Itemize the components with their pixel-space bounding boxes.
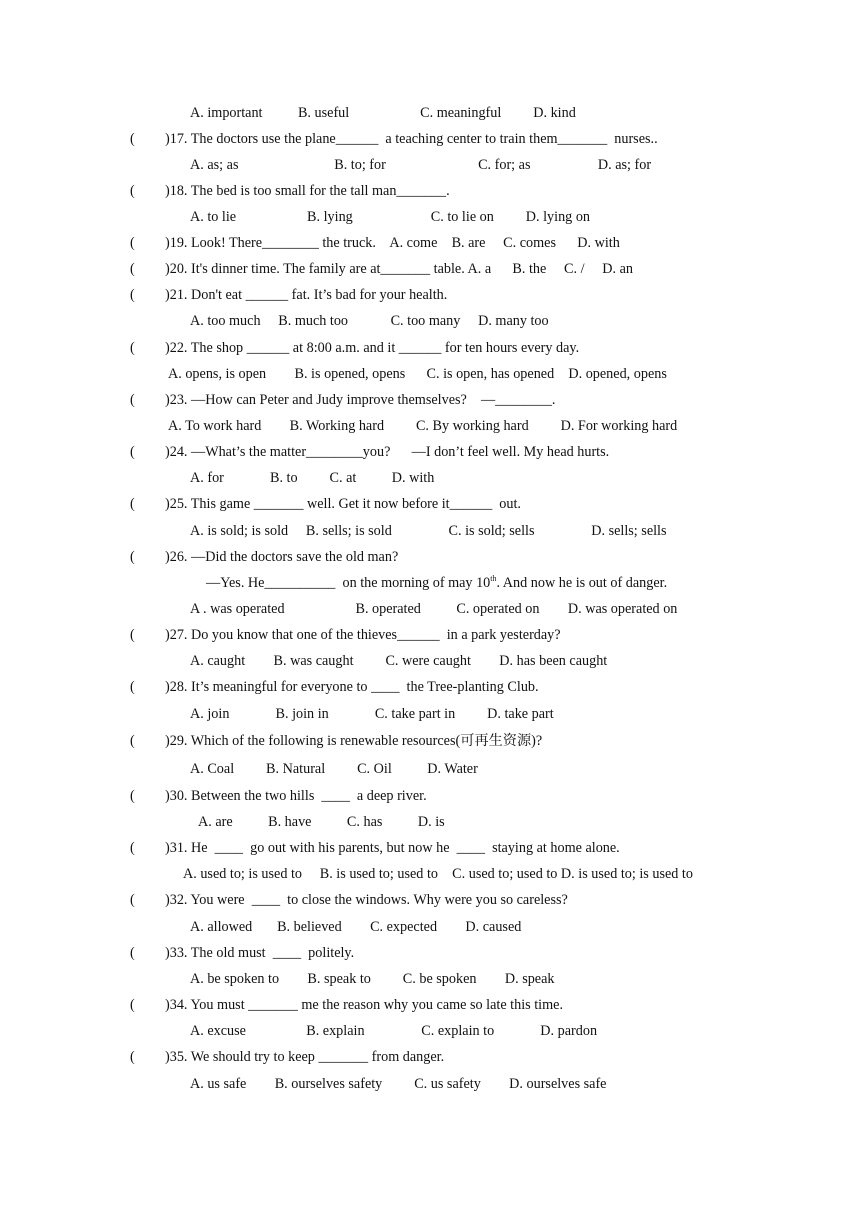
q27-stem: )27. Do you know that one of the thieves______ in a park yesterday? — [165, 627, 561, 643]
q17-options: A. as; as B. to; for C. for; as D. as; for — [190, 157, 652, 173]
q23-stem: )23. —How can Peter and Judy improve themselves? —________. — [165, 392, 556, 408]
q16-options: A. important B. useful C. meaningful D. kind — [190, 105, 576, 121]
q22-options: A. opens, is open B. is opened, opens C. is open, has opened D. opened, opens — [168, 366, 667, 382]
q33-options: A. be spoken to B. speak to C. be spoken D. speak — [190, 971, 555, 987]
q17-answer-bracket[interactable]: ( — [130, 131, 135, 147]
q17-stem: )17. The doctors use the plane______ a teaching center to train them_______ nurses.. — [165, 131, 658, 147]
q23-answer-bracket[interactable]: ( — [130, 392, 135, 408]
q25-stem: )25. This game _______ well. Get it now before it______ out. — [165, 496, 521, 512]
q30-stem: )30. Between the two hills ____ a deep river. — [165, 788, 427, 804]
q35-options: A. us safe B. ourselves safety C. us safety D. ourselves safe — [190, 1076, 607, 1092]
q34-stem: )34. You must _______ me the reason why you came so late this time. — [165, 997, 563, 1013]
q19-stem: )19. Look! There________ the truck. A. come B. are C. comes D. with — [165, 235, 620, 251]
q26-reply-superscript: th — [490, 574, 497, 583]
q24-answer-bracket[interactable]: ( — [130, 444, 135, 460]
q32-options: A. allowed B. believed C. expected D. caused — [190, 919, 522, 935]
q30-answer-bracket[interactable]: ( — [130, 788, 135, 804]
q23-options: A. To work hard B. Working hard C. By working hard D. For working hard — [168, 418, 678, 434]
q29-answer-bracket[interactable]: ( — [130, 733, 135, 749]
q31-answer-bracket[interactable]: ( — [130, 840, 135, 856]
q25-answer-bracket[interactable]: ( — [130, 496, 135, 512]
q28-blank: ____ — [371, 679, 400, 695]
q28-options: A. join B. join in C. take part in D. take part — [190, 706, 554, 722]
q30-options: A. are B. have C. has D. is — [198, 814, 445, 830]
q28-stem — [165, 678, 539, 696]
q27-options: A. caught B. was caught C. were caught D. has been caught — [190, 653, 608, 669]
q22-stem: )22. The shop ______ at 8:00 a.m. and it ______ for ten hours every day. — [165, 340, 580, 356]
q26-stem: )26. —Did the doctors save the old man? — [165, 549, 399, 565]
q35-stem: )35. We should try to keep _______ from danger. — [165, 1049, 445, 1065]
q29-stem: )29. Which of the following is renewable resources(可再生资源)? — [165, 733, 543, 749]
q35-answer-bracket[interactable]: ( — [130, 1049, 135, 1065]
q26-reply-text-end: . And now he is out of danger. — [496, 575, 668, 591]
q24-stem: )24. —What’s the matter________you? —I don’t feel well. My head hurts. — [165, 444, 610, 460]
q24-options: A. for B. to C. at D. with — [190, 470, 435, 486]
q18-options: A. to lie B. lying C. to lie on D. lying on — [190, 209, 591, 225]
q19-answer-bracket[interactable]: ( — [130, 235, 135, 251]
q28-answer-bracket[interactable]: ( — [130, 679, 135, 695]
q27-answer-bracket[interactable]: ( — [130, 627, 135, 643]
q33-answer-bracket[interactable]: ( — [130, 945, 135, 961]
q21-stem: )21. Don't eat ______ fat. It’s bad for your health. — [165, 287, 448, 303]
q20-answer-bracket[interactable]: ( — [130, 261, 135, 277]
q32-answer-bracket[interactable]: ( — [130, 892, 135, 908]
q25-options: A. is sold; is sold B. sells; is sold C. is sold; sells D. sells; sells — [190, 523, 667, 539]
q26-reply-text: —Yes. He__________ on the morning of may 10 — [206, 575, 491, 591]
q31-stem: )31. He ____ go out with his parents, but now he ____ staying at home alone. — [165, 840, 620, 856]
q32-stem: )32. You were ____ to close the windows. Why were you so careless? — [165, 892, 568, 908]
q34-answer-bracket[interactable]: ( — [130, 997, 135, 1013]
q21-answer-bracket[interactable]: ( — [130, 287, 135, 303]
q28-stem-text-end: the Tree-planting Club. — [399, 679, 539, 695]
q26-answer-bracket[interactable]: ( — [130, 549, 135, 565]
q28-stem-text: )28. It’s meaningful for everyone to — [165, 679, 372, 695]
q20-stem: )20. It's dinner time. The family are at_______ table. A. a B. the C. / D. an — [165, 261, 634, 277]
q21-options: A. too much B. much too C. too many D. many too — [190, 313, 549, 329]
q29-options: A. Coal B. Natural C. Oil D. Water — [190, 761, 478, 777]
q31-options: A. used to; is used to B. is used to; used to C. used to; used to D. is used to; is used to — [183, 866, 693, 882]
q33-stem: )33. The old must ____ politely. — [165, 945, 355, 961]
q26-reply — [206, 574, 667, 592]
q34-options: A. excuse B. explain C. explain to D. pardon — [190, 1023, 598, 1039]
q26-options: A . was operated B. operated C. operated on D. was operated on — [190, 601, 678, 617]
q18-answer-bracket[interactable]: ( — [130, 183, 135, 199]
q22-answer-bracket[interactable]: ( — [130, 340, 135, 356]
q18-stem: )18. The bed is too small for the tall man_______. — [165, 183, 450, 199]
